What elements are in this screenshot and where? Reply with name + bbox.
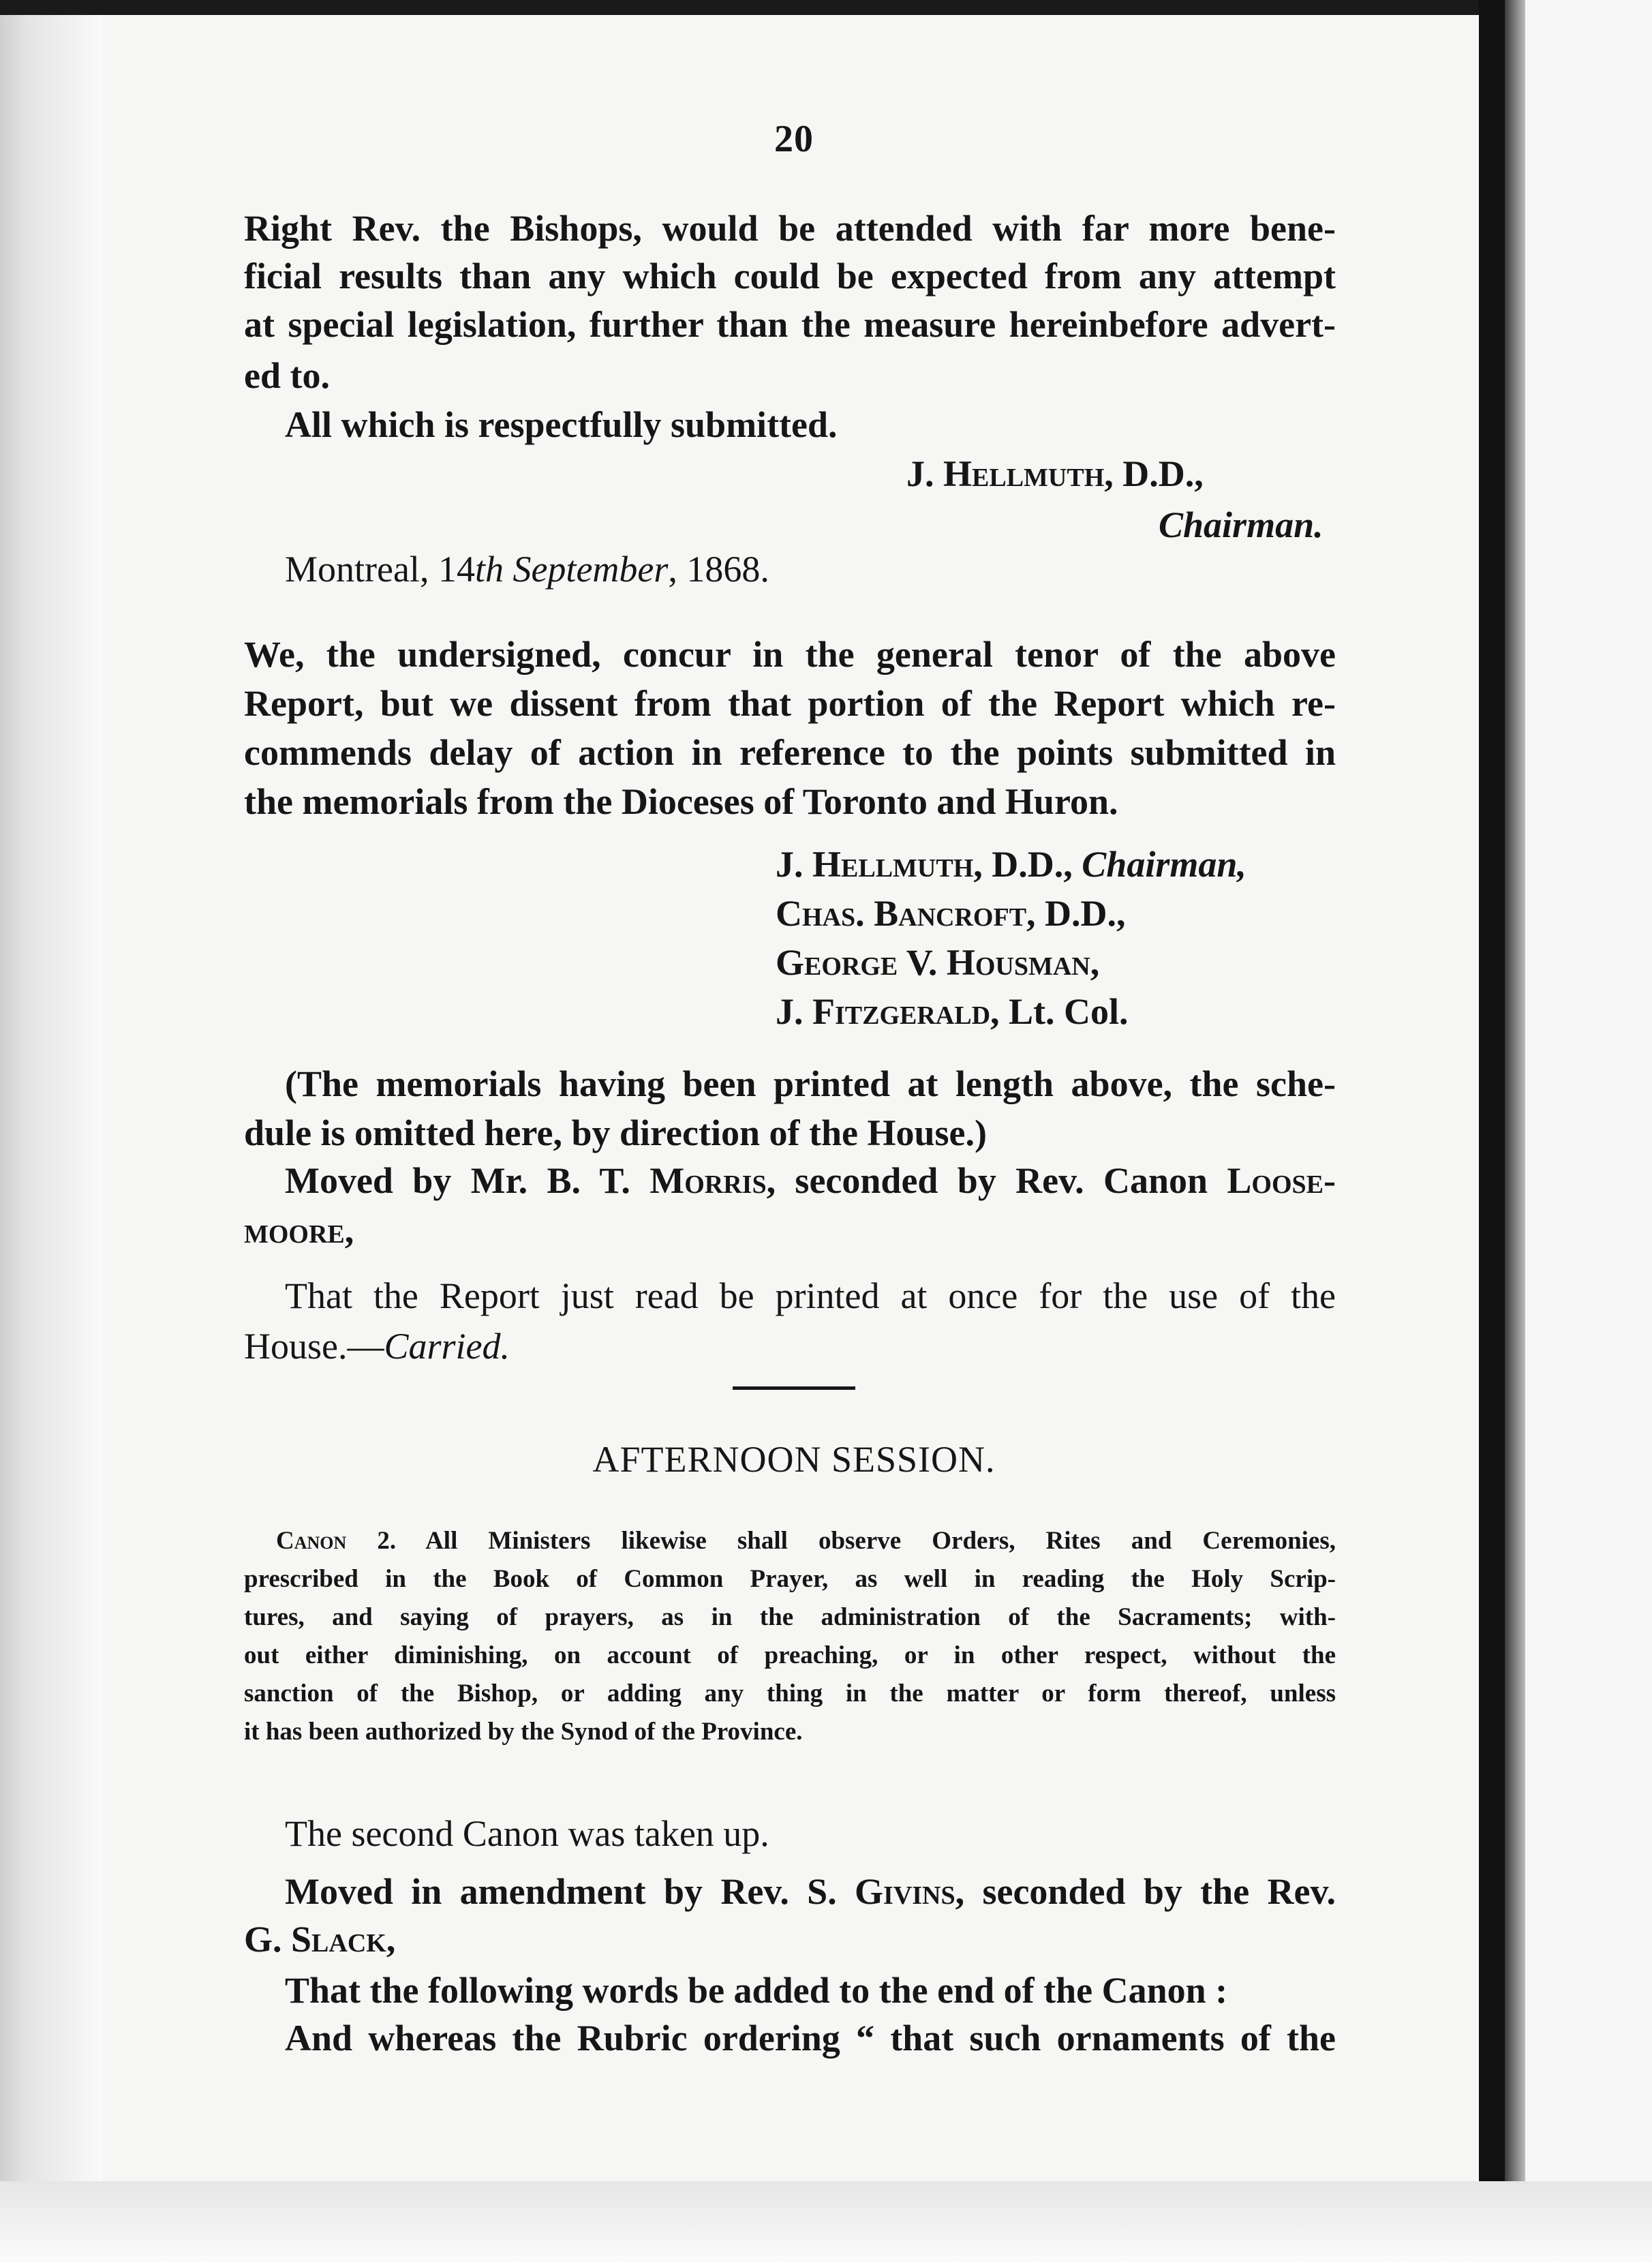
afternoon-session-heading: AFTERNOON SESSION.	[592, 1439, 996, 1480]
motion-name: moore	[244, 1210, 345, 1251]
motion-line	[285, 1157, 1336, 1204]
scan-top-band	[0, 0, 1652, 15]
signatory-name: Chas. Bancroft	[776, 893, 1027, 934]
amendment-name: Givins	[855, 1871, 955, 1912]
dissent-line: Report, but we dissent from that portion of the Report which re-	[244, 683, 1336, 724]
chairman-title: Chairman.	[1159, 504, 1324, 545]
canon-label: Canon	[276, 1527, 347, 1555]
canon-line	[276, 1522, 1336, 1560]
amendment-text: ,	[386, 1919, 396, 1960]
resolution-text: House.—	[244, 1326, 384, 1367]
dateline-place: Montreal, 14	[285, 549, 475, 590]
amendment-line	[244, 1915, 395, 1963]
signatory-name: J. Hellmuth	[776, 844, 974, 885]
bottom-band	[0, 2181, 1652, 2263]
motion-text: Moved by Mr. B. T.	[285, 1160, 650, 1201]
canon-line: prescribed in the Book of Common Prayer, as well in reading the Holy Scrip-	[244, 1565, 1336, 1593]
resolution-line	[244, 1322, 510, 1370]
signatory-hellmuth	[776, 840, 1246, 888]
canon-line: it has been authorized by the Synod of the Province.	[244, 1718, 803, 1746]
motion-name: Loose-	[1227, 1160, 1336, 1201]
right-strip	[1525, 0, 1652, 2263]
motion-text: ,	[344, 1210, 354, 1251]
canon-line: out either diminishing, on account of preaching, or in other respect, without the	[244, 1641, 1336, 1669]
canon-text: 2. All Ministers likewise shall observe Orders, Rites and Ceremonies,	[346, 1527, 1336, 1555]
section-divider-rule	[733, 1386, 855, 1390]
page-number: 20	[774, 118, 814, 160]
dissent-line: We, the undersigned, concur in the general tenor of the above	[244, 634, 1336, 675]
motion-name: Morris	[649, 1160, 767, 1201]
signatory-name: J. Fitzgerald	[776, 991, 991, 1032]
chairman-signature: J. Hellmuth, D.D.,	[906, 453, 1204, 494]
whereas-line: And whereas the Rubric ordering “ that such ornaments of the	[285, 2018, 1336, 2059]
memorials-note-line: (The memorials having been printed at length above, the sche-	[285, 1063, 1336, 1104]
carried-label: Carried.	[384, 1326, 510, 1367]
spine-bar	[1479, 0, 1505, 2185]
spine-shadow	[1505, 0, 1525, 2185]
signatory-suffix: , D.D.,	[1026, 893, 1126, 934]
motion-line	[244, 1206, 354, 1254]
dateline	[285, 545, 769, 593]
dateline-day-suffix: th	[474, 549, 504, 590]
scan-left-edge	[0, 0, 102, 2263]
canon-line: tures, and saying of prayers, as in the administration of the Sacraments; with-	[244, 1603, 1336, 1631]
resolution-line: That the Report just read be printed at once for the use of the	[285, 1275, 1336, 1316]
motion-text: , seconded by Rev. Canon	[766, 1160, 1227, 1201]
dateline-year: , 1868.	[668, 549, 769, 590]
signatory-suffix: , Lt. Col.	[990, 991, 1129, 1032]
amendment-line	[285, 1868, 1336, 1915]
canon-taken-up-line: The second Canon was taken up.	[285, 1813, 769, 1854]
amendment-text: G.	[244, 1919, 292, 1960]
signatory-bancroft	[776, 890, 1126, 937]
body-line: ed to.	[244, 355, 330, 396]
dissent-line: commends delay of action in reference to the points submitted in	[244, 732, 1336, 773]
signatory-housman: George V. Housman,	[776, 942, 1100, 983]
submitted-line: All which is respectfully submitted.	[285, 404, 838, 445]
amendment-text: , seconded by the Rev.	[955, 1871, 1336, 1912]
body-line: Right Rev. the Bishops, would be attended with far more bene-	[244, 208, 1336, 249]
canon-line: sanction of the Bishop, or adding any thing in the matter or form thereof, unless	[244, 1680, 1336, 1707]
signatory-fitzgerald	[776, 988, 1129, 1035]
body-line: at special legislation, further than the measure hereinbefore advert-	[244, 304, 1336, 345]
memorials-note-line: dule is omitted here, by direction of the House.)	[244, 1112, 987, 1153]
amendment-text: Moved in amendment by Rev. S.	[285, 1871, 855, 1912]
signatory-title: Chairman,	[1082, 844, 1246, 885]
signatory-suffix: , D.D.,	[973, 844, 1082, 885]
body-line: ficial results than any which could be expected from any attempt	[244, 256, 1336, 297]
dissent-line: the memorials from the Dioceses of Toronto and Huron.	[244, 781, 1118, 822]
amendment-name: Slack	[291, 1919, 386, 1960]
amendment-words-line: That the following words be added to the end of the Canon :	[285, 1970, 1228, 2011]
dateline-month: September	[503, 549, 669, 590]
